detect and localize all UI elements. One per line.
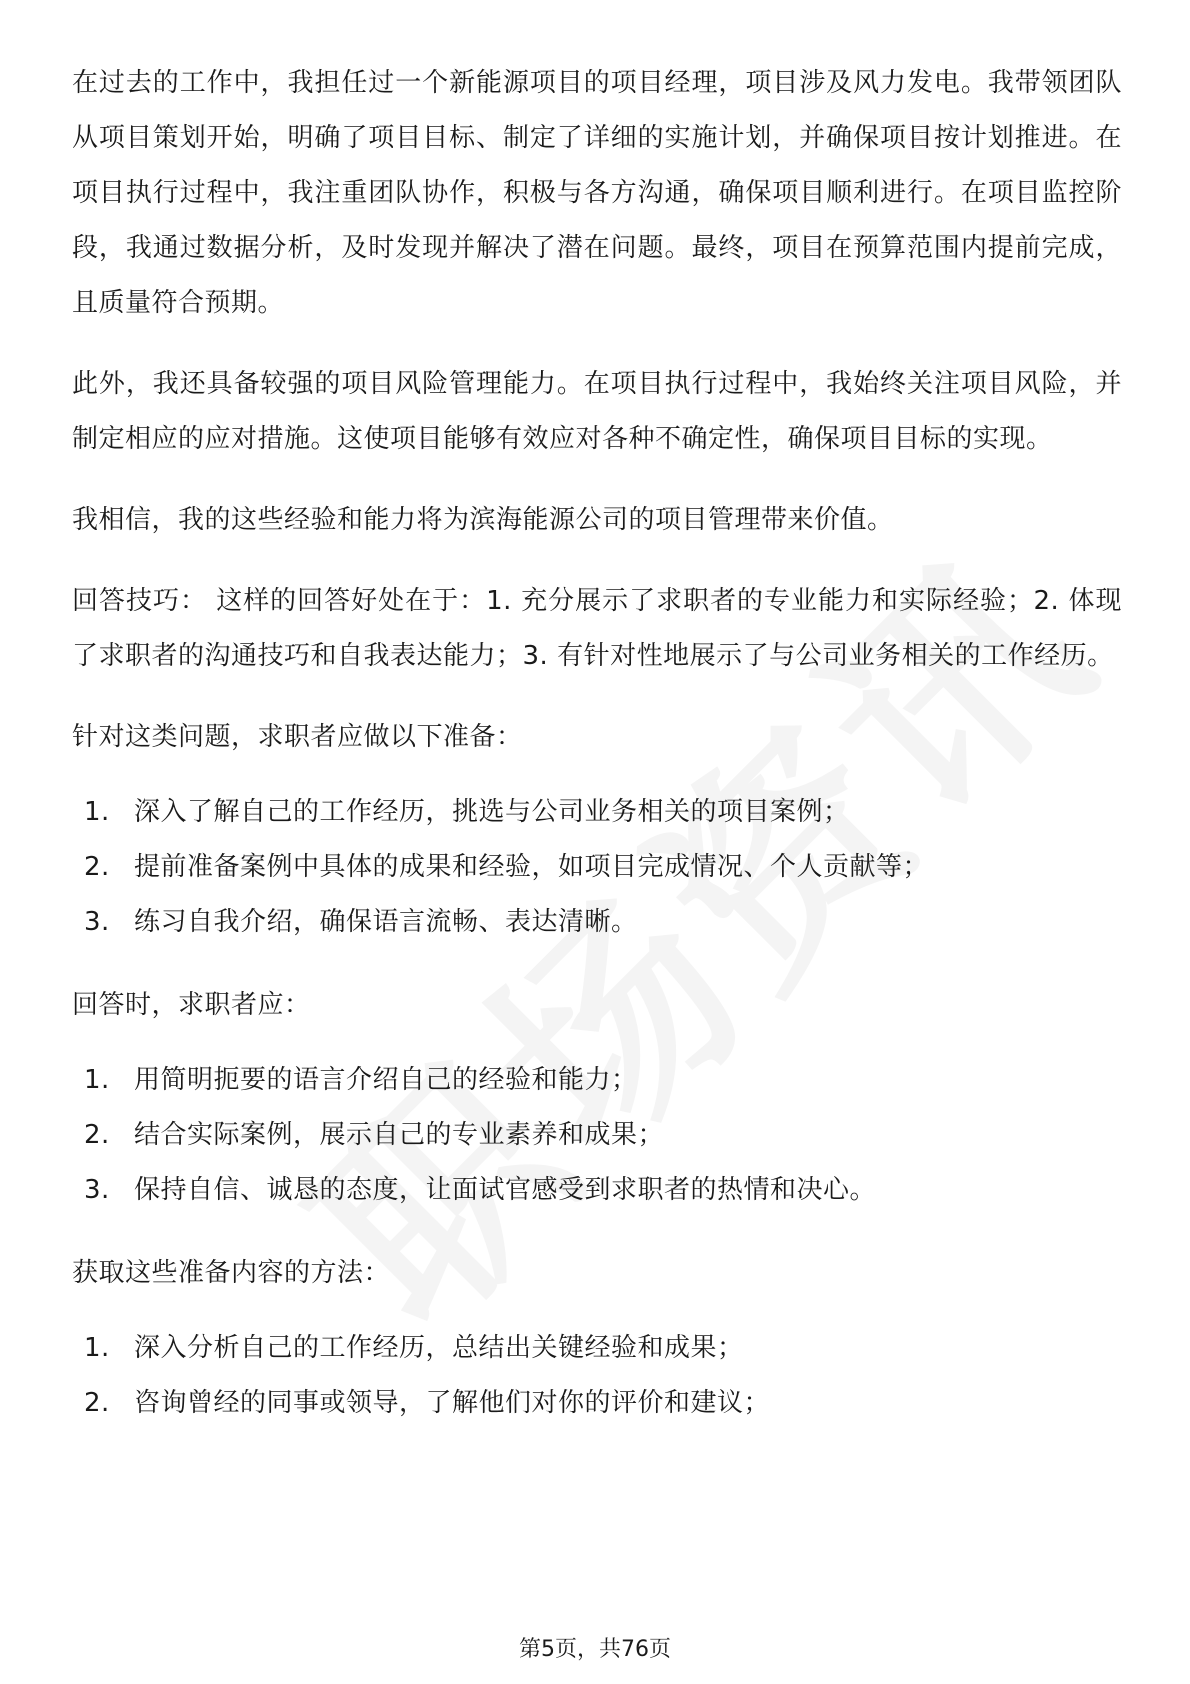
- list-item-number: 1.: [84, 1065, 110, 1095]
- method-list: [72, 1321, 1122, 1431]
- list-item: [72, 895, 1122, 950]
- list-item-number: 1.: [84, 1333, 110, 1363]
- list-item-text: 提前准备案例中具体的成果和经验，如项目完成情况、个人贡献等；: [134, 852, 930, 882]
- list-item-number: 3.: [84, 1175, 110, 1205]
- list-item-number: 2.: [84, 852, 110, 882]
- list-item-text: 练习自我介绍，确保语言流畅、表达清晰。: [134, 907, 638, 937]
- prepare-list: [72, 785, 1122, 950]
- list-item-text: 深入了解自己的工作经历，挑选与公司业务相关的项目案例；: [134, 797, 850, 827]
- list-item-number: 2.: [84, 1120, 110, 1150]
- page-number-footer: 第5页，共76页: [519, 1637, 671, 1662]
- list-item-text: 结合实际案例，展示自己的专业素养和成果；: [134, 1120, 665, 1150]
- list-item-number: 1.: [84, 797, 110, 827]
- list-item-text: 保持自信、诚恳的态度，让面试官感受到求职者的热情和决心。: [134, 1175, 877, 1205]
- method-heading: 获取这些准备内容的方法：: [72, 1258, 391, 1288]
- list-item: [72, 1053, 1122, 1108]
- paragraph-project-experience: 在过去的工作中，我担任过一个新能源项目的项目经理，项目涉及风力发电。我带领团队从项目策划开始，明确了项目目标、制定了详细的实施计划，并确保项目按计划推进。在项目执行过程中，我注重团队协作，积极与各方沟通，确保项目顺利进行。在项目监控阶段，我通过数据分析，及时发现并解决了潜在问题。最终，项目在预算范围内提前完成，且质量符合预期。: [72, 68, 1122, 318]
- list-item-text: 深入分析自己的工作经历，总结出关键经验和成果；: [134, 1333, 744, 1363]
- answer-list: [72, 1053, 1122, 1218]
- paragraph-value-statement: 我相信，我的这些经验和能力将为滨海能源公司的项目管理带来价值。: [72, 505, 894, 535]
- list-item-text: 用简明扼要的语言介绍自己的经验和能力；: [134, 1065, 638, 1095]
- list-item: [72, 785, 1122, 840]
- answer-heading: 回答时，求职者应：: [72, 990, 311, 1020]
- prepare-heading: 针对这类问题，求职者应做以下准备：: [72, 722, 523, 752]
- list-item: [72, 1163, 1122, 1218]
- paragraph-answer-tips: 回答技巧： 这样的回答好处在于：1. 充分展示了求职者的专业能力和实际经验；2. 体现了求职者的沟通技巧和自我表达能力；3. 有针对性地展示了与公司业务相关的工作经历。: [72, 586, 1122, 671]
- list-item: [72, 1321, 1122, 1376]
- list-item: [72, 1376, 1122, 1431]
- list-item: [72, 840, 1122, 895]
- list-item: [72, 1108, 1122, 1163]
- list-item-number: 2.: [84, 1388, 110, 1418]
- list-item-number: 3.: [84, 907, 110, 937]
- list-item-text: 咨询曾经的同事或领导，了解他们对你的评价和建议；: [134, 1388, 771, 1418]
- document-body: [72, 56, 1122, 1459]
- paragraph-risk-management: 此外，我还具备较强的项目风险管理能力。在项目执行过程中，我始终关注项目风险，并制定相应的应对措施。这使项目能够有效应对各种不确定性，确保项目目标的实现。: [72, 369, 1122, 454]
